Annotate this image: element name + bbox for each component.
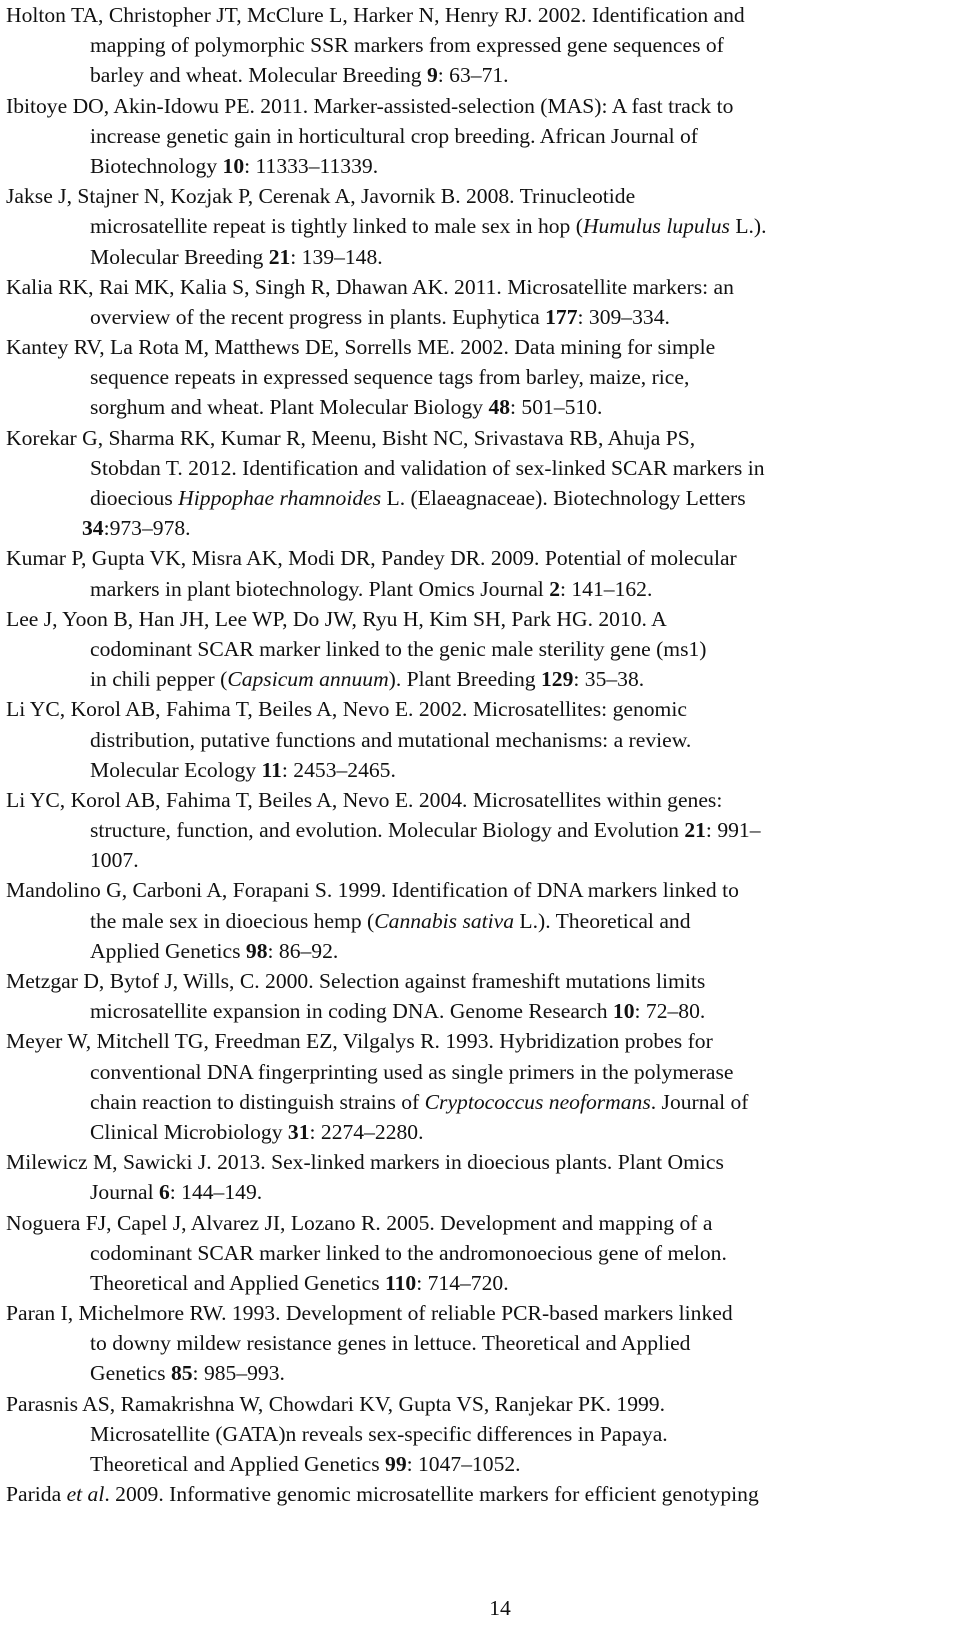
volume-number: 10 <box>222 153 245 178</box>
reference-line <box>6 694 956 724</box>
reference-text: : 35–38. <box>573 667 645 692</box>
reference-line <box>6 453 956 483</box>
reference-text: dioecious <box>90 486 179 510</box>
reference-line <box>6 966 956 996</box>
volume-number: 11 <box>261 757 282 782</box>
reference-text: Clinical Microbiology <box>90 1119 288 1144</box>
reference-text: Metzgar D, Bytof J, Wills, C. 2000. Selection against frameshift mutations limits <box>6 969 706 993</box>
reference-text: sequence repeats in expressed sequence tags from barley, maize, rice, <box>90 365 690 390</box>
volume-number: 2 <box>549 576 560 601</box>
reference-text: : 141–162. <box>559 576 653 601</box>
reference-line <box>6 362 956 392</box>
reference-text: : 139–148. <box>290 244 383 269</box>
reference-line <box>6 1479 956 1509</box>
reference-text: mapping of polymorphic SSR markers from expressed gene sequences of <box>90 33 724 58</box>
reference-line <box>6 272 956 302</box>
volume-number: 6 <box>158 1180 170 1205</box>
reference-text: Ibitoye DO, Akin-Idowu PE. 2011. Marker-assisted-selection (MAS): A fast track to <box>6 93 734 118</box>
reference-text: Biotechnology <box>90 153 223 178</box>
reference-line <box>6 604 956 634</box>
reference-line <box>6 302 956 332</box>
reference-text: Microsatellite (GATA)n reveals sex-specific differences in Papaya. <box>90 1421 668 1446</box>
reference-line <box>6 574 956 604</box>
reference-line <box>6 1026 956 1056</box>
reference-text: Theoretical and Applied Genetics <box>90 1452 386 1476</box>
reference-line <box>6 1177 956 1207</box>
reference-text: : 63–71. <box>437 63 509 88</box>
reference-line <box>6 181 956 211</box>
reference-text: : 144–149. <box>169 1180 263 1205</box>
page-number: 14 <box>489 1596 511 1620</box>
reference-line <box>6 1087 956 1117</box>
reference-line <box>6 151 956 181</box>
reference-entry <box>6 1389 956 1480</box>
volume-number: 85 <box>170 1361 193 1386</box>
reference-entry <box>6 785 956 876</box>
reference-line <box>6 634 956 664</box>
reference-text: : 991– <box>705 818 761 843</box>
reference-entry <box>6 966 956 1026</box>
reference-text: the male sex in dioecious hemp ( <box>90 908 375 933</box>
reference-entry <box>6 1208 956 1299</box>
volume-number: 98 <box>245 938 268 963</box>
reference-text: Molecular Breeding <box>90 244 269 269</box>
reference-text: Stobdan T. 2012. Identification and validation of sex-linked SCAR markers in <box>90 455 765 480</box>
reference-line <box>6 513 956 543</box>
reference-text: Noguera FJ, Capel J, Alvarez JI, Lozano R. 2005. Development and mapping of a <box>6 1210 713 1235</box>
reference-text: overview of the recent progress in plants. Euphytica <box>90 304 546 329</box>
italic-text: Hippophae rhamnoides <box>178 486 382 510</box>
reference-text: : 2274–2280. <box>309 1119 424 1144</box>
reference-line <box>6 242 956 272</box>
reference-text: . Journal of <box>650 1089 749 1114</box>
reference-line <box>6 1358 956 1388</box>
reference-text: Theoretical and Applied Genetics <box>90 1270 386 1295</box>
reference-text: Parasnis AS, Ramakrishna W, Chowdari KV, Gupta VS, Ranjekar PK. 1999. <box>6 1391 665 1416</box>
reference-text: conventional DNA fingerprinting used as single primers in the polymerase <box>90 1059 734 1084</box>
reference-line <box>6 1419 956 1449</box>
reference-text: Kalia RK, Rai MK, Kalia S, Singh R, Dhawan AK. 2011. Microsatellite markers: an <box>6 274 734 299</box>
reference-entry <box>6 604 956 695</box>
reference-text: increase genetic gain in horticultural crop breeding. African Journal of <box>90 123 698 148</box>
reference-text: codominant SCAR marker linked to the andromonoecious gene of melon. <box>90 1240 727 1265</box>
reference-text: sorghum and wheat. Plant Molecular Biology <box>90 395 489 420</box>
reference-line <box>6 996 956 1026</box>
reference-line <box>6 0 956 30</box>
reference-text: Paran I, Michelmore RW. 1993. Development of reliable PCR-based markers linked <box>6 1301 733 1326</box>
volume-number: 48 <box>488 395 511 420</box>
reference-entry <box>6 181 956 272</box>
reference-line <box>6 906 956 936</box>
volume-number: 110 <box>385 1270 417 1295</box>
reference-line <box>6 91 956 121</box>
reference-text: Applied Genetics <box>90 938 246 963</box>
reference-text: Parida <box>6 1482 67 1507</box>
volume-number: 177 <box>545 304 578 329</box>
reference-text: Meyer W, Mitchell TG, Freedman EZ, Vilgalys R. 1993. Hybridization probes for <box>6 1029 713 1054</box>
italic-text: Humulus lupulus <box>582 214 730 239</box>
reference-text: Li YC, Korol AB, Fahima T, Beiles A, Nevo E. 2004. Microsatellites within genes: <box>6 787 723 812</box>
reference-text: : 72–80. <box>634 999 706 1024</box>
italic-text: Cryptococcus neoformans <box>424 1089 651 1114</box>
reference-entry <box>6 272 956 332</box>
reference-text: : 714–720. <box>416 1270 509 1295</box>
reference-text: ). Plant Breeding <box>388 667 541 692</box>
reference-line <box>6 211 956 241</box>
reference-line <box>6 332 956 362</box>
reference-line <box>6 1268 956 1298</box>
reference-list <box>6 0 956 1509</box>
reference-text: 1007. <box>90 848 139 873</box>
reference-entry <box>6 1026 956 1147</box>
reference-text: in chili pepper ( <box>90 667 228 692</box>
reference-entry <box>6 1298 956 1389</box>
reference-text: L.). Theoretical and <box>514 908 691 933</box>
reference-text: Mandolino G, Carboni A, Forapani S. 1999. Identification of DNA markers linked to <box>6 878 739 903</box>
reference-line <box>6 785 956 815</box>
reference-entry <box>6 694 956 785</box>
reference-text: markers in plant biotechnology. Plant Omics Journal <box>90 576 550 601</box>
volume-number: 129 <box>541 667 574 692</box>
reference-line <box>6 60 956 90</box>
reference-text: L. (Elaeagnaceae). Biotechnology Letters <box>381 486 746 510</box>
reference-line <box>6 845 956 875</box>
reference-text: to downy mildew resistance genes in lettuce. Theoretical and Applied <box>90 1331 691 1356</box>
reference-text: microsatellite expansion in coding DNA. Genome Research <box>90 999 613 1024</box>
reference-text: : 2453–2465. <box>281 757 396 782</box>
reference-entry <box>6 875 956 966</box>
reference-text: Molecular Ecology <box>90 757 262 782</box>
reference-text: : 309–334. <box>577 304 670 329</box>
reference-line <box>6 936 956 966</box>
reference-line <box>6 815 956 845</box>
reference-text: Genetics <box>90 1361 171 1386</box>
reference-line <box>6 1147 956 1177</box>
reference-line <box>6 423 956 453</box>
reference-entry <box>6 543 956 603</box>
reference-text: Li YC, Korol AB, Fahima T, Beiles A, Nevo E. 2002. Microsatellites: genomic <box>6 697 687 722</box>
reference-text: :973–978. <box>103 516 191 541</box>
reference-line <box>6 1208 956 1238</box>
reference-text: : 1047–1052. <box>406 1452 521 1476</box>
reference-line <box>6 483 956 513</box>
reference-text: distribution, putative functions and mutational mechanisms: a review. <box>90 727 692 752</box>
volume-number: 21 <box>268 244 291 269</box>
volume-number: 34 <box>82 516 104 541</box>
reference-text: : 86–92. <box>267 938 339 963</box>
reference-text: : 11333–11339. <box>244 153 379 178</box>
reference-line <box>6 1389 956 1419</box>
reference-line <box>6 1328 956 1358</box>
reference-text: . 2009. Informative genomic microsatellite markers for efficient genotyping <box>104 1482 759 1507</box>
reference-text: Holton TA, Christopher JT, McClure L, Harker N, Henry RJ. 2002. Identification and <box>6 3 745 27</box>
italic-text: Cannabis sativa <box>374 908 515 933</box>
volume-number: 10 <box>612 999 635 1024</box>
reference-text: barley and wheat. Molecular Breeding <box>90 63 427 88</box>
reference-text: Milewicz M, Sawicki J. 2013. Sex-linked markers in dioecious plants. Plant Omics <box>6 1150 724 1175</box>
reference-line <box>6 1117 956 1147</box>
reference-text: codominant SCAR marker linked to the genic male sterility gene (ms1) <box>90 636 707 661</box>
reference-entry <box>6 332 956 423</box>
reference-text: Kantey RV, La Rota M, Matthews DE, Sorrells ME. 2002. Data mining for simple <box>6 335 716 360</box>
reference-entry <box>6 1147 956 1207</box>
reference-line <box>6 30 956 60</box>
reference-text: Korekar G, Sharma RK, Kumar R, Meenu, Bisht NC, Srivastava RB, Ahuja PS, <box>6 425 696 450</box>
reference-line <box>6 1057 956 1087</box>
reference-entry <box>6 0 956 91</box>
reference-line <box>6 1298 956 1328</box>
reference-text: : 985–993. <box>192 1361 285 1386</box>
reference-text: Journal <box>90 1180 159 1205</box>
reference-text: Kumar P, Gupta VK, Misra AK, Modi DR, Pandey DR. 2009. Potential of molecular <box>6 546 737 571</box>
reference-line <box>6 392 956 422</box>
reference-text: Jakse J, Stajner N, Kozjak P, Cerenak A, Javornik B. 2008. Trinucleotide <box>6 184 636 209</box>
reference-line <box>6 543 956 573</box>
reference-entry <box>6 423 956 544</box>
reference-text: : 501–510. <box>510 395 603 420</box>
reference-line <box>6 1238 956 1268</box>
reference-text: microsatellite repeat is tightly linked to male sex in hop ( <box>90 214 583 239</box>
reference-text: Lee J, Yoon B, Han JH, Lee WP, Do JW, Ryu H, Kim SH, Park HG. 2010. A <box>6 606 667 631</box>
volume-number: 21 <box>684 818 706 843</box>
reference-text: chain reaction to distinguish strains of <box>90 1089 425 1114</box>
reference-text: structure, function, and evolution. Molecular Biology and Evolution <box>90 818 685 843</box>
volume-number: 31 <box>287 1119 310 1144</box>
reference-line <box>6 1449 956 1479</box>
reference-line <box>6 755 956 785</box>
volume-number: 9 <box>426 63 438 88</box>
reference-text: L.). <box>729 214 767 239</box>
reference-entry <box>6 91 956 182</box>
volume-number: 99 <box>385 1452 407 1476</box>
reference-line <box>6 121 956 151</box>
reference-line <box>6 875 956 905</box>
italic-text: et al <box>66 1482 105 1507</box>
italic-text: Capsicum annuum <box>227 667 389 692</box>
reference-line <box>6 725 956 755</box>
reference-entry <box>6 1479 956 1509</box>
reference-line <box>6 664 956 694</box>
